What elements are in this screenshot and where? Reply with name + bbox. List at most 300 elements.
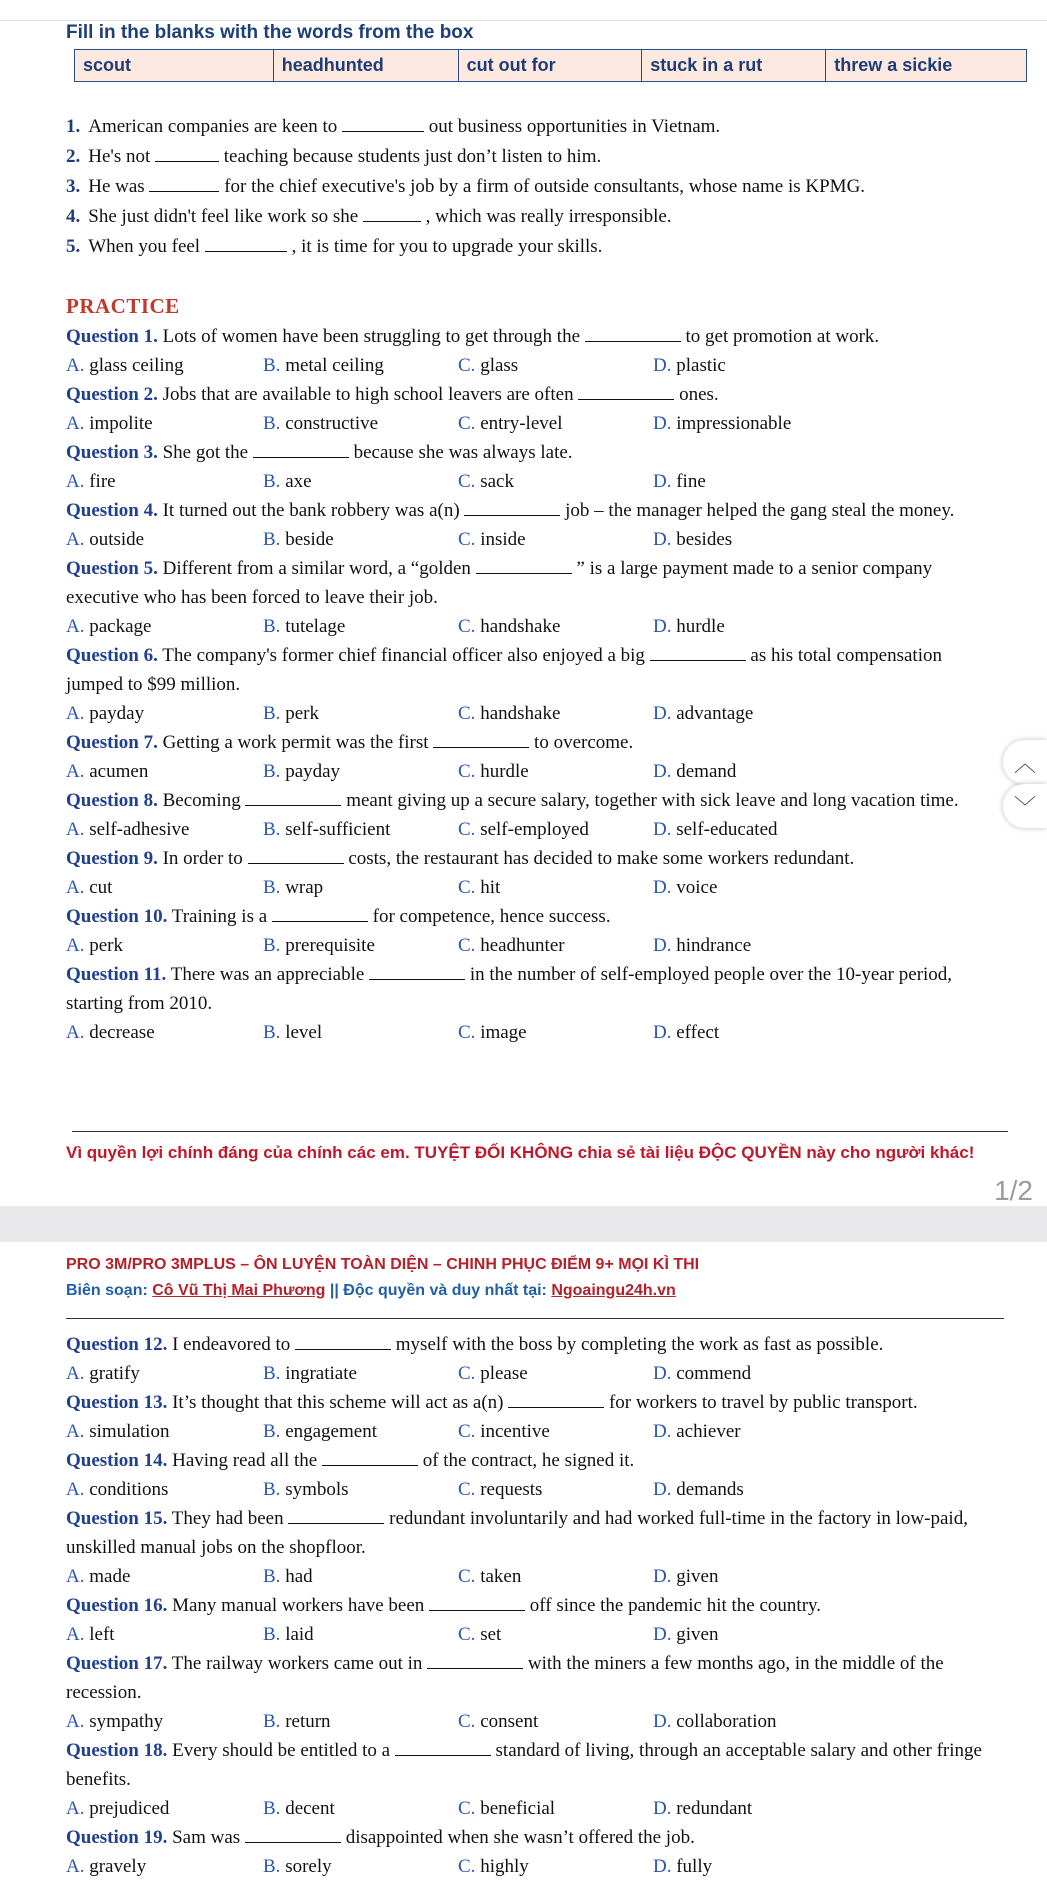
- answer-options: [66, 815, 994, 844]
- option-letter: B.: [263, 529, 281, 550]
- option-letter: C.: [458, 877, 476, 898]
- answer-blank[interactable]: [427, 1654, 523, 1669]
- option-text: prejudiced: [89, 1798, 170, 1819]
- item-text-after: teaching because students just don’t listen to him.: [223, 146, 602, 167]
- question-block: [66, 1446, 994, 1504]
- option-text: wrap: [285, 877, 324, 898]
- question-block: [66, 322, 994, 380]
- answer-option[interactable]: [263, 409, 458, 438]
- answer-option[interactable]: [458, 873, 653, 902]
- item-number: 3.: [66, 176, 81, 197]
- option-text: fine: [676, 471, 706, 492]
- question-label: Question 15.: [66, 1508, 168, 1529]
- option-letter: A.: [66, 355, 85, 376]
- option-text: impressionable: [676, 413, 792, 434]
- option-letter: C.: [458, 1566, 476, 1587]
- answer-option[interactable]: [66, 409, 263, 438]
- answer-blank[interactable]: [245, 791, 341, 806]
- question-text-before: Training is a: [171, 906, 268, 927]
- answer-option[interactable]: [66, 1707, 263, 1736]
- question-label: Question 17.: [66, 1653, 168, 1674]
- answer-option[interactable]: [263, 1852, 458, 1881]
- answer-option[interactable]: [263, 699, 458, 728]
- scroll-down-button[interactable]: [1003, 784, 1047, 828]
- fill-blank-item: [66, 142, 865, 172]
- option-text: metal ceiling: [285, 355, 384, 376]
- option-text: symbols: [285, 1479, 349, 1500]
- question-stem: [66, 641, 994, 699]
- answer-option[interactable]: [263, 1018, 458, 1047]
- copyright-notice: Vì quyền lợi chính đáng của chính các em. TUYỆT ĐỐI KHÔNG chia sẻ tài liệu ĐỘC QUYỀN này cho người khác!: [66, 1143, 975, 1162]
- option-text: outside: [89, 529, 145, 550]
- answer-option[interactable]: [653, 1620, 853, 1649]
- option-letter: B.: [263, 935, 281, 956]
- answer-options: [66, 1852, 994, 1881]
- option-letter: D.: [653, 1711, 672, 1732]
- option-letter: D.: [653, 471, 672, 492]
- answer-blank[interactable]: [395, 1741, 491, 1756]
- question-text-before: I endeavored to: [172, 1334, 291, 1355]
- question-text-before: The railway workers came out in: [171, 1653, 423, 1674]
- top-divider: [0, 20, 1047, 21]
- answer-option[interactable]: [458, 1707, 653, 1736]
- item-text-before: She just didn't feel like work so she: [88, 206, 359, 227]
- answer-option[interactable]: [263, 612, 458, 641]
- answer-option[interactable]: [458, 612, 653, 641]
- answer-blank[interactable]: [288, 1509, 384, 1524]
- question-text-after: standard of living, through an acceptable salary and other fringe benefits.: [66, 1740, 982, 1790]
- option-letter: C.: [458, 819, 476, 840]
- answer-blank[interactable]: [155, 147, 219, 162]
- answer-blank[interactable]: [253, 443, 349, 458]
- option-letter: D.: [653, 1624, 672, 1645]
- answer-option[interactable]: [458, 699, 653, 728]
- answer-option[interactable]: [66, 815, 263, 844]
- answer-option[interactable]: [458, 1562, 653, 1591]
- option-letter: B.: [263, 703, 281, 724]
- scroll-up-button[interactable]: [1003, 740, 1047, 784]
- question-text-after: to get promotion at work.: [685, 326, 880, 347]
- answer-option[interactable]: [653, 467, 853, 496]
- question-text-before: Every should be entitled to a: [172, 1740, 391, 1761]
- answer-blank[interactable]: [322, 1451, 418, 1466]
- answer-option[interactable]: [66, 351, 263, 380]
- answer-option[interactable]: [653, 1417, 853, 1446]
- option-text: entry-level: [480, 413, 563, 434]
- option-letter: A.: [66, 1479, 85, 1500]
- option-text: tutelage: [285, 616, 346, 637]
- answer-options: [66, 1018, 994, 1047]
- answer-blank[interactable]: [429, 1596, 525, 1611]
- answer-option[interactable]: [653, 1707, 853, 1736]
- question-list-page-2: [66, 1330, 994, 1881]
- option-text: hurdle: [480, 761, 529, 782]
- option-text: collaboration: [676, 1711, 777, 1732]
- option-letter: D.: [653, 1479, 672, 1500]
- question-text-before: It’s thought that this scheme will act as a(n): [172, 1392, 504, 1413]
- question-text-after: as his total compensation jumped to $99 million.: [66, 645, 942, 695]
- rights-prefix: Độc quyền và duy nhất tại:: [343, 1282, 547, 1299]
- question-text-before: Having read all the: [172, 1450, 318, 1471]
- option-text: had: [285, 1566, 313, 1587]
- answer-option[interactable]: [653, 1794, 853, 1823]
- option-text: taken: [480, 1566, 522, 1587]
- answer-blank[interactable]: [369, 965, 465, 980]
- word-box-item: threw a sickie: [826, 50, 1027, 82]
- answer-option[interactable]: [458, 351, 653, 380]
- question-stem: [66, 960, 994, 1018]
- option-text: fully: [676, 1856, 713, 1877]
- question-text-before: Different from a similar word, a “golden: [162, 558, 471, 579]
- question-block: [66, 1736, 994, 1823]
- answer-option[interactable]: [458, 815, 653, 844]
- question-label: Question 16.: [66, 1595, 168, 1616]
- page-2: [0, 1242, 1047, 1882]
- author-link[interactable]: Cô Vũ Thị Mai Phương: [152, 1282, 326, 1299]
- answer-option[interactable]: [66, 1794, 263, 1823]
- option-text: engagement: [285, 1421, 377, 1442]
- question-label: Question 6.: [66, 645, 158, 666]
- answer-blank[interactable]: [295, 1335, 391, 1350]
- answer-blank[interactable]: [650, 646, 746, 661]
- option-letter: B.: [263, 616, 281, 637]
- header-divider: [66, 1318, 1004, 1319]
- option-letter: B.: [263, 761, 281, 782]
- option-text: cut: [89, 877, 113, 898]
- answer-blank[interactable]: [149, 177, 219, 192]
- answer-blank[interactable]: [272, 907, 368, 922]
- question-text-before: Getting a work permit was the first: [162, 732, 429, 753]
- question-label: Question 5.: [66, 558, 158, 579]
- question-stem: [66, 728, 994, 757]
- fill-blank-list: [66, 112, 865, 262]
- answer-option[interactable]: [458, 931, 653, 960]
- option-letter: D.: [653, 1022, 672, 1043]
- answer-option[interactable]: [458, 1620, 653, 1649]
- question-text-after: meant giving up a secure salary, together with sick leave and long vacation time.: [346, 790, 959, 811]
- answer-option[interactable]: [653, 1359, 853, 1388]
- answer-option[interactable]: [653, 525, 853, 554]
- question-text-after: of the contract, he signed it.: [422, 1450, 635, 1471]
- option-text: return: [285, 1711, 331, 1732]
- answer-option[interactable]: [263, 467, 458, 496]
- option-letter: D.: [653, 529, 672, 550]
- answer-option[interactable]: [66, 757, 263, 786]
- question-label: Question 11.: [66, 964, 167, 985]
- answer-blank[interactable]: [205, 237, 287, 252]
- option-text: decrease: [89, 1022, 155, 1043]
- question-stem: [66, 1446, 994, 1475]
- option-letter: C.: [458, 1624, 476, 1645]
- option-text: headhunter: [480, 935, 565, 956]
- question-text-before: She got the: [162, 442, 249, 463]
- answer-option[interactable]: [263, 1562, 458, 1591]
- option-letter: A.: [66, 877, 85, 898]
- option-letter: B.: [263, 1856, 281, 1877]
- answer-option[interactable]: [263, 873, 458, 902]
- option-letter: B.: [263, 1566, 281, 1587]
- question-text-after: myself with the boss by completing the work as fast as possible.: [395, 1334, 884, 1355]
- question-block: [66, 1823, 994, 1881]
- option-text: given: [676, 1566, 719, 1587]
- practice-heading: PRACTICE: [66, 294, 180, 318]
- option-letter: A.: [66, 413, 85, 434]
- question-text-after: for competence, hence success.: [372, 906, 611, 927]
- option-text: beside: [285, 529, 334, 550]
- answer-option[interactable]: [263, 931, 458, 960]
- question-label: Question 1.: [66, 326, 158, 347]
- question-text-after: disappointed when she wasn’t offered the job.: [345, 1827, 695, 1848]
- question-stem: [66, 322, 994, 351]
- answer-options: [66, 1707, 994, 1736]
- answer-option[interactable]: [66, 1359, 263, 1388]
- answer-option[interactable]: [66, 467, 263, 496]
- answer-options: [66, 931, 994, 960]
- answer-blank[interactable]: [476, 559, 572, 574]
- answer-option[interactable]: [653, 815, 853, 844]
- option-text: glass ceiling: [89, 355, 184, 376]
- answer-option[interactable]: [458, 1359, 653, 1388]
- question-stem: [66, 1649, 994, 1707]
- answer-options: [66, 612, 994, 641]
- question-stem: [66, 1823, 994, 1852]
- option-letter: D.: [653, 413, 672, 434]
- option-text: perk: [89, 935, 123, 956]
- answer-option[interactable]: [263, 757, 458, 786]
- answer-options: [66, 467, 994, 496]
- answer-blank[interactable]: [342, 117, 424, 132]
- question-block: [66, 1388, 994, 1446]
- option-text: payday: [285, 761, 341, 782]
- site-link[interactable]: Ngoaingu24h.vn: [551, 1282, 676, 1299]
- answer-option[interactable]: [66, 525, 263, 554]
- option-text: self-employed: [480, 819, 589, 840]
- item-text-after: , it is time for you to upgrade your skills.: [291, 236, 603, 257]
- word-box-item: scout: [75, 50, 274, 82]
- option-letter: D.: [653, 877, 672, 898]
- question-text-before: It turned out the bank robbery was a(n): [162, 500, 460, 521]
- question-label: Question 13.: [66, 1392, 168, 1413]
- option-letter: C.: [458, 1798, 476, 1819]
- answer-blank[interactable]: [248, 849, 344, 864]
- option-text: decent: [285, 1798, 335, 1819]
- question-block: [66, 786, 994, 844]
- option-letter: C.: [458, 1022, 476, 1043]
- option-letter: B.: [263, 1624, 281, 1645]
- question-text-before: In order to: [162, 848, 243, 869]
- answer-option[interactable]: [263, 815, 458, 844]
- question-text-before: There was an appreciable: [170, 964, 365, 985]
- question-text-after: for workers to travel by public transport.: [608, 1392, 918, 1413]
- answer-option[interactable]: [66, 1852, 263, 1881]
- option-text: prerequisite: [285, 935, 375, 956]
- fill-blank-item: [66, 172, 865, 202]
- option-text: incentive: [480, 1421, 550, 1442]
- question-stem: [66, 496, 994, 525]
- option-text: impolite: [89, 413, 153, 434]
- course-header: PRO 3M/PRO 3MPLUS – ÔN LUYỆN TOÀN DIỆN – CHINH PHỤC ĐIỂM 9+ MỌI KÌ THI: [66, 1256, 700, 1273]
- answer-option[interactable]: [458, 757, 653, 786]
- option-text: gratify: [89, 1363, 140, 1384]
- answer-option[interactable]: [458, 409, 653, 438]
- option-text: handshake: [480, 616, 561, 637]
- answer-option[interactable]: [263, 1707, 458, 1736]
- answer-blank[interactable]: [578, 385, 674, 400]
- item-number: 5.: [66, 236, 81, 257]
- question-text-after: job – the manager helped the gang steal the money.: [565, 500, 955, 521]
- option-text: sympathy: [89, 1711, 164, 1732]
- answer-option[interactable]: [66, 612, 263, 641]
- answer-option[interactable]: [458, 1794, 653, 1823]
- option-letter: D.: [653, 703, 672, 724]
- answer-option[interactable]: [653, 1475, 853, 1504]
- answer-option[interactable]: [263, 1475, 458, 1504]
- author-line: [66, 1282, 676, 1300]
- question-text-after: ” is a large payment made to a senior company executive who has been forced to leave their job.: [66, 558, 933, 608]
- option-letter: C.: [458, 413, 476, 434]
- answer-option[interactable]: [653, 1562, 853, 1591]
- option-text: requests: [480, 1479, 543, 1500]
- question-stem: [66, 844, 994, 873]
- option-letter: D.: [653, 761, 672, 782]
- option-letter: C.: [458, 1711, 476, 1732]
- answer-option[interactable]: [653, 931, 853, 960]
- option-letter: A.: [66, 935, 85, 956]
- answer-options: [66, 1475, 994, 1504]
- answer-option[interactable]: [66, 699, 263, 728]
- option-letter: C.: [458, 1479, 476, 1500]
- word-box-item: headhunted: [273, 50, 458, 82]
- option-letter: D.: [653, 1363, 672, 1384]
- option-text: made: [89, 1566, 131, 1587]
- option-text: fire: [89, 471, 116, 492]
- question-block: [66, 554, 994, 641]
- question-block: [66, 1591, 994, 1649]
- question-text-after: to overcome.: [534, 732, 634, 753]
- option-letter: C.: [458, 1421, 476, 1442]
- option-letter: D.: [653, 935, 672, 956]
- answer-blank[interactable]: [433, 733, 529, 748]
- answer-option[interactable]: [263, 1794, 458, 1823]
- answer-option[interactable]: [653, 351, 853, 380]
- answer-option[interactable]: [458, 1852, 653, 1881]
- question-block: [66, 960, 994, 1047]
- answer-option[interactable]: [263, 351, 458, 380]
- option-letter: D.: [653, 1798, 672, 1819]
- answer-option[interactable]: [66, 931, 263, 960]
- option-letter: B.: [263, 1022, 281, 1043]
- answer-option[interactable]: [66, 1018, 263, 1047]
- option-text: plastic: [676, 355, 726, 376]
- answer-option[interactable]: [458, 1475, 653, 1504]
- answer-option[interactable]: [66, 1475, 263, 1504]
- answer-option[interactable]: [263, 525, 458, 554]
- option-text: hindrance: [676, 935, 752, 956]
- option-text: conditions: [89, 1479, 169, 1500]
- word-box: [74, 49, 1027, 82]
- question-stem: [66, 1736, 994, 1794]
- item-number: 1.: [66, 116, 81, 137]
- question-text-after: because she was always late.: [353, 442, 573, 463]
- answer-option[interactable]: [458, 1018, 653, 1047]
- option-letter: B.: [263, 1363, 281, 1384]
- option-letter: B.: [263, 1798, 281, 1819]
- answer-blank[interactable]: [245, 1828, 341, 1843]
- option-text: commend: [676, 1363, 752, 1384]
- answer-option[interactable]: [653, 873, 853, 902]
- option-letter: D.: [653, 616, 672, 637]
- option-letter: C.: [458, 355, 476, 376]
- fill-blank-item: [66, 112, 865, 142]
- answer-options: [66, 1417, 994, 1446]
- option-letter: A.: [66, 471, 85, 492]
- question-text-before: Lots of women have been struggling to get through the: [162, 326, 580, 347]
- option-text: gravely: [89, 1856, 147, 1877]
- option-letter: A.: [66, 616, 85, 637]
- answer-option[interactable]: [263, 1359, 458, 1388]
- answer-option[interactable]: [653, 699, 853, 728]
- question-text-after: in the number of self-employed people over the 10-year period, starting from 2010.: [66, 964, 953, 1014]
- answer-option[interactable]: [66, 1620, 263, 1649]
- item-text-before: When you feel: [88, 236, 201, 257]
- answer-options: [66, 1359, 994, 1388]
- answer-options: [66, 1794, 994, 1823]
- answer-option[interactable]: [653, 1852, 853, 1881]
- option-text: self-sufficient: [285, 819, 391, 840]
- item-text-after: , which was really irresponsible.: [425, 206, 672, 227]
- question-label: Question 10.: [66, 906, 168, 927]
- option-text: ingratiate: [285, 1363, 357, 1384]
- answer-blank[interactable]: [508, 1393, 604, 1408]
- answer-option[interactable]: [263, 1620, 458, 1649]
- answer-blank[interactable]: [585, 327, 681, 342]
- answer-blank[interactable]: [464, 501, 560, 516]
- answer-options: [66, 351, 994, 380]
- answer-option[interactable]: [653, 612, 853, 641]
- answer-option[interactable]: [66, 1417, 263, 1446]
- question-block: [66, 496, 994, 554]
- item-text-before: He was: [88, 176, 145, 197]
- option-letter: A.: [66, 1022, 85, 1043]
- option-letter: A.: [66, 1798, 85, 1819]
- option-letter: C.: [458, 761, 476, 782]
- question-text-before: The company's former chief financial officer also enjoyed a big: [162, 645, 645, 666]
- answer-option[interactable]: [458, 467, 653, 496]
- option-letter: C.: [458, 703, 476, 724]
- answer-blank[interactable]: [363, 207, 421, 222]
- option-text: laid: [285, 1624, 314, 1645]
- option-letter: C.: [458, 616, 476, 637]
- question-label: Question 3.: [66, 442, 158, 463]
- answer-option[interactable]: [263, 1417, 458, 1446]
- option-text: voice: [676, 877, 718, 898]
- answer-option[interactable]: [653, 409, 853, 438]
- answer-options: [66, 1562, 994, 1591]
- exercise-title: Fill in the blanks with the words from the box: [66, 22, 474, 43]
- answer-option[interactable]: [458, 525, 653, 554]
- answer-option[interactable]: [653, 1018, 853, 1047]
- answer-option[interactable]: [66, 1562, 263, 1591]
- option-letter: B.: [263, 877, 281, 898]
- question-label: Question 14.: [66, 1450, 168, 1471]
- question-stem: [66, 554, 994, 612]
- question-block: [66, 641, 994, 728]
- answer-option[interactable]: [653, 757, 853, 786]
- answer-option[interactable]: [458, 1417, 653, 1446]
- answer-option[interactable]: [66, 873, 263, 902]
- option-text: besides: [676, 529, 733, 550]
- option-text: demands: [676, 1479, 744, 1500]
